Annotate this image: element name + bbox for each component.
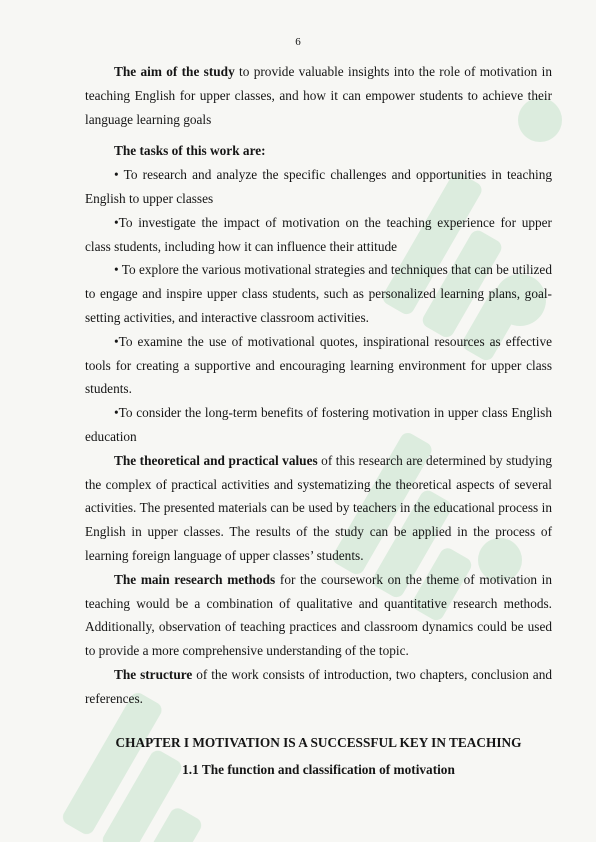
bullet-icon: • — [114, 214, 119, 230]
aim-paragraph — [85, 60, 552, 131]
bullet-icon: • — [114, 167, 124, 183]
section-title: 1.1 The function and classification of motivation — [182, 762, 455, 778]
aim-text: to provide valuable insights into the role of motivation in teaching English for upper classes, and how it can empower students to achieve their language learning goals — [85, 64, 552, 127]
bullet-icon: • — [114, 262, 122, 278]
methods-lead: The main research methods — [114, 571, 276, 587]
bullet-icon: • — [114, 333, 119, 349]
task-item: •To examine the use of motivational quotes, inspirational resources as effective tools for creating a supportive and encouraging learning environment for upper class students. — [85, 333, 552, 397]
page-number: 6 — [295, 36, 301, 48]
structure-paragraph — [85, 663, 552, 711]
values-text: of this research are determined by studying the complex of practical activities and systematizing the theoretical aspects of several activities. The presented materials can be used by teachers in the educational process in English in upper classes. The results of the study can be applied in the process of learning foreign language of upper classes’ students. — [85, 452, 552, 563]
page-content — [85, 60, 552, 782]
methods-text: for the coursework on the theme of motivation in teaching would be a combination of qualitative and quantitative research methods. Additionally, observation of teaching practices and classroom dynamics could be used to provide a more comprehensive understanding of the topic. — [85, 571, 553, 659]
methods-paragraph — [85, 568, 552, 663]
tasks-heading: The tasks of this work are: — [114, 143, 266, 159]
bullet-icon: • — [114, 405, 119, 421]
structure-text: of the work consists of introduction, two chapters, conclusion and references. — [85, 666, 552, 706]
values-paragraph — [85, 449, 552, 568]
task-item: • To research and analyze the specific challenges and opportunities in teaching English to upper classes — [85, 167, 552, 206]
chapter-title: CHAPTER I MOTIVATION IS A SUCCESSFUL KEY IN TEACHING — [115, 734, 522, 750]
task-item: • To explore the various motivational strategies and techniques that can be utilized to engage and inspire upper class students, such as personalized learning plans, goal-setting activities, and interactive classroom activities. — [85, 262, 552, 325]
values-lead: The theoretical and practical values — [114, 452, 318, 468]
aim-lead: The aim of the study — [114, 64, 235, 79]
task-item: •To investigate the impact of motivation on the teaching experience for upper class students, including how it can influence their attitude — [85, 214, 552, 254]
task-item: •To consider the long-term benefits of fostering motivation in upper class English education — [85, 405, 552, 444]
structure-lead: The structure — [114, 666, 193, 682]
